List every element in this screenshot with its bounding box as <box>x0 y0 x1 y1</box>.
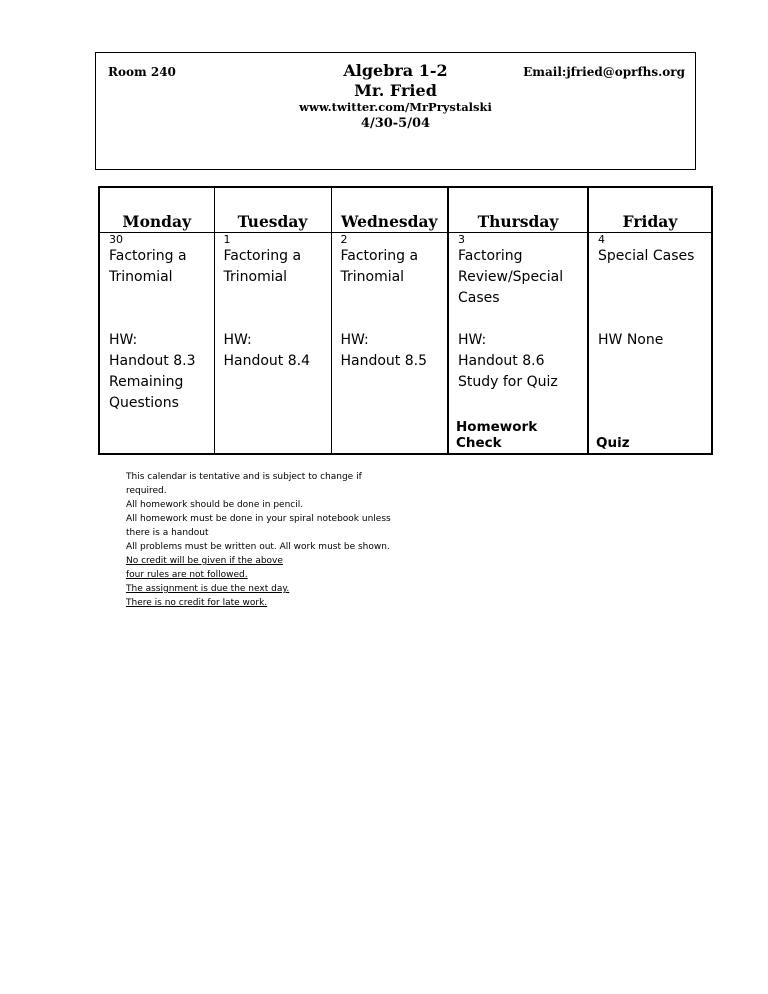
day-number: 3 <box>458 233 465 246</box>
topic-line: Cases <box>458 290 500 306</box>
topic-line: Special Cases <box>598 248 695 264</box>
homework-line: Questions <box>109 395 179 411</box>
homework-block <box>341 330 446 372</box>
homework-line: HW None <box>598 332 664 348</box>
rule-line: All homework should be done in pencil. <box>126 500 304 510</box>
homework-line: Handout 8.5 <box>340 353 428 369</box>
topic-line: Review/Special <box>458 269 564 285</box>
twitter-url: www.twitter.com/MrPrystalski <box>299 100 492 114</box>
day-number: 4 <box>598 233 605 246</box>
homework-line: HW: <box>223 332 252 348</box>
calendar-header-row <box>99 187 712 233</box>
day-number: 30 <box>109 233 123 246</box>
room-number: Room 240 <box>108 65 176 79</box>
topic-line: Trinomial <box>109 269 173 285</box>
homework-line: Handout 8.6 <box>458 353 545 369</box>
day-number: 1 <box>223 233 231 246</box>
calendar-body-row <box>99 233 712 455</box>
day-header-thursday: Thursday <box>448 187 588 233</box>
day-cell-friday <box>588 233 712 455</box>
day-cell-thursday <box>448 233 588 455</box>
topic-line: Trinomial <box>223 269 288 285</box>
homework-line: HW: <box>340 332 369 348</box>
underlined-rule-line: The assignment is due the next day. <box>126 584 290 594</box>
topic-line: Trinomial <box>340 269 405 285</box>
rule-line: This calendar is tentative and is subject to change if <box>126 472 362 482</box>
rule-line: there is a handout <box>126 528 209 538</box>
week-dates: 4/30-5/04 <box>360 116 431 131</box>
homework-block <box>109 330 212 414</box>
underlined-rule-line: There is no credit for late work. <box>126 598 268 608</box>
day-number: 2 <box>340 233 348 246</box>
class-rules <box>126 470 406 610</box>
topic-line: Factoring a <box>109 248 187 264</box>
homework-check-note: Homework Check <box>456 419 538 451</box>
teacher-name: Mr. Fried <box>354 81 437 100</box>
homework-line: Study for Quiz <box>458 374 558 390</box>
weekly-calendar <box>98 186 713 455</box>
rule-line: required. <box>126 486 167 496</box>
homework-line: Handout 8.3 <box>109 353 196 369</box>
day-header-tuesday: Tuesday <box>214 187 331 233</box>
homework-line: HW: <box>458 332 487 348</box>
homework-block <box>598 330 709 351</box>
teacher-email: Email:jfried@oprfhs.org <box>523 65 685 79</box>
underlined-rule-line: No credit will be given if the above <box>126 556 283 566</box>
header-box <box>95 52 696 170</box>
topic-line: Factoring a <box>340 248 419 264</box>
day-header-monday: Monday <box>99 187 214 233</box>
day-cell-monday <box>99 233 214 455</box>
underlined-rule-line: four rules are not followed. <box>126 570 248 580</box>
rule-line: All problems must be written out. All work must be shown. <box>126 542 390 552</box>
homework-block <box>458 330 585 393</box>
topic-line: Factoring a <box>223 248 302 264</box>
rule-line: All homework must be done in your spiral notebook unless <box>126 514 391 524</box>
quiz-note: Quiz <box>596 435 630 451</box>
homework-block <box>224 330 329 372</box>
homework-line: HW: <box>109 332 138 348</box>
course-title: Algebra 1-2 <box>343 61 448 80</box>
day-cell-tuesday <box>214 233 331 455</box>
homework-line: Remaining <box>109 374 184 390</box>
topic-line: Factoring <box>458 248 523 264</box>
day-cell-wednesday <box>331 233 448 455</box>
homework-line: Handout 8.4 <box>223 353 311 369</box>
day-header-wednesday: Wednesday <box>331 187 448 233</box>
day-header-friday: Friday <box>588 187 712 233</box>
